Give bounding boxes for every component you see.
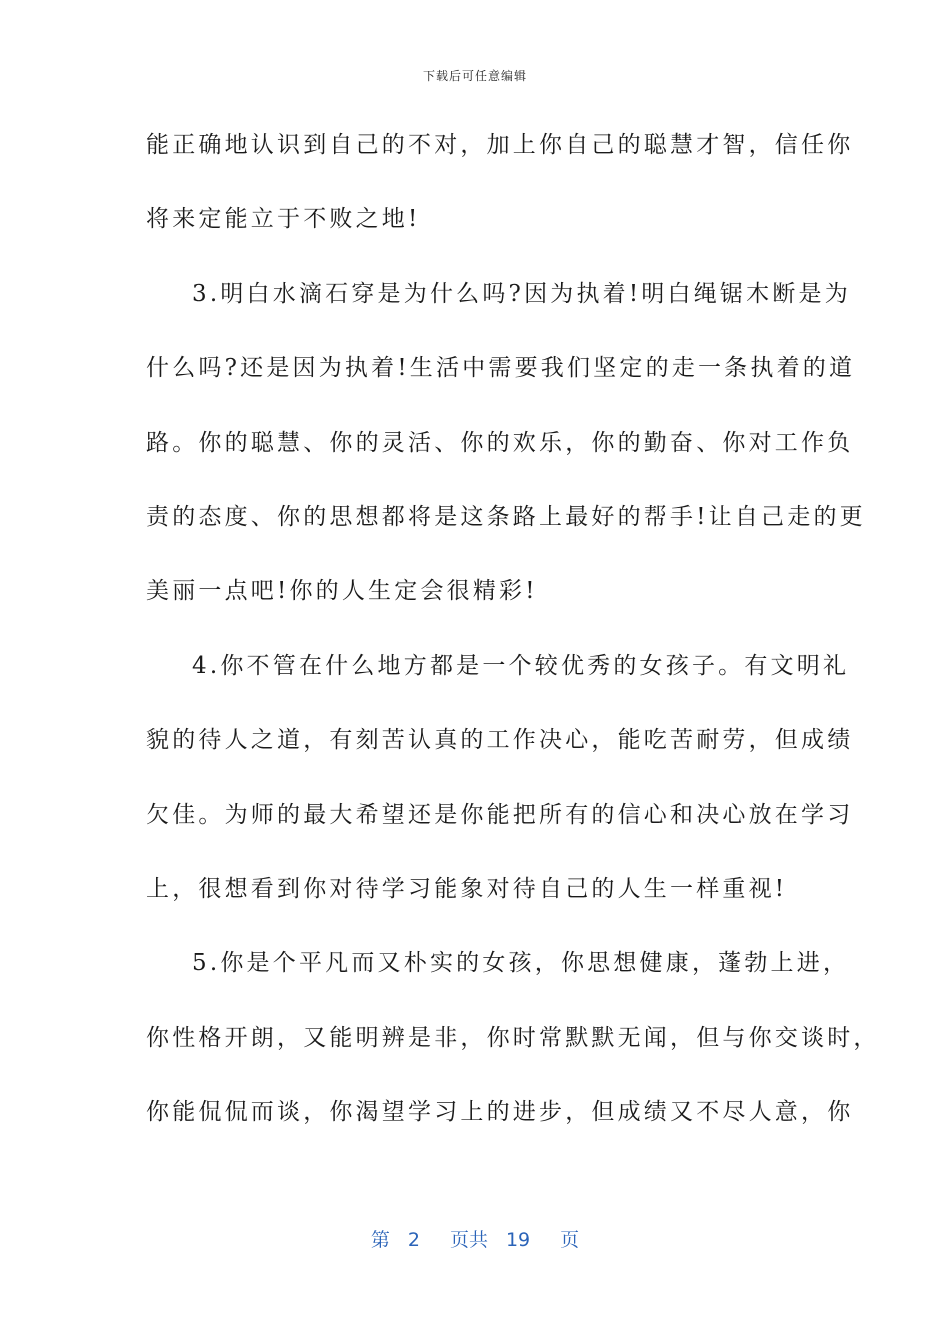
total-pages-number: 19 (505, 1229, 531, 1251)
text-line: 欠佳。为师的最大希望还是你能把所有的信心和决心放在学习 (146, 801, 854, 828)
text-line: 将来定能立于不败之地! (146, 206, 421, 233)
footer-prefix: 第 (370, 1229, 390, 1251)
paragraph-start-4: 4.你不管在什么地方都是一个较优秀的女孩子。有文明礼 (192, 652, 850, 679)
text-line: 什么吗?还是因为执着!生活中需要我们坚定的走一条执着的道 (146, 355, 856, 382)
text-line: 上，很想看到你对待学习能象对待自己的人生一样重视! (146, 875, 788, 902)
text-line: 你性格开朗，又能明辨是非，你时常默默无闻，但与你交谈时， (146, 1024, 880, 1051)
text-line: 你能侃侃而谈，你渴望学习上的进步，但成绩又不尽人意，你 (146, 1099, 854, 1126)
header-note: 下载后可任意编辑 (422, 69, 527, 83)
current-page-number: 2 (407, 1229, 420, 1251)
text-line: 责的态度、你的思想都将是这条路上最好的帮手!让自己走的更 (146, 503, 866, 530)
text-line: 貌的待人之道，有刻苦认真的工作决心，能吃苦耐劳，但成绩 (146, 727, 854, 754)
page-footer (0, 1225, 950, 1252)
footer-suffix: 页 (560, 1229, 580, 1251)
text-line: 路。你的聪慧、你的灵活、你的欢乐，你的勤奋、你对工作负 (146, 429, 854, 456)
footer-middle: 页共 (449, 1229, 488, 1251)
document-body (146, 120, 880, 1161)
text-line: 能正确地认识到自己的不对，加上你自己的聪慧才智，信任你 (146, 132, 854, 158)
paragraph-start-3: 3.明白水滴石穿是为什么吗?因为执着!明白绳锯木断是为 (192, 280, 851, 307)
text-line: 美丽一点吧!你的人生定会很精彩! (146, 578, 538, 605)
paragraph-start-5: 5.你是个平凡而又朴实的女孩，你思想健康，蓬勃上进， (192, 950, 850, 977)
